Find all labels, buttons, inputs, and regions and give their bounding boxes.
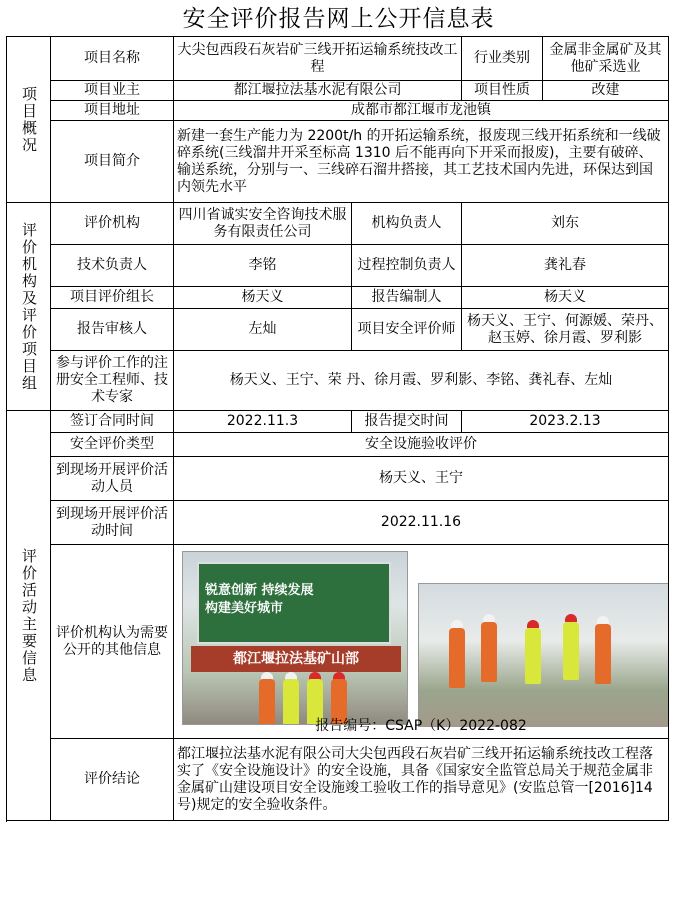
label-conclusion: 评价结论: [51, 739, 174, 821]
value-owner: 都江堰拉法基水泥有限公司: [174, 81, 462, 101]
label-summary: 项目简介: [51, 121, 174, 203]
label-project-name: 项目名称: [51, 37, 174, 81]
value-participants: 杨天义、王宁、荣 丹、徐月霞、罗利影、李铭、龚礼春、左灿: [174, 351, 669, 411]
label-eval-type: 安全评价类型: [51, 433, 174, 457]
value-eval-type: 安全设施验收评价: [174, 433, 669, 457]
label-industry: 行业类别: [462, 37, 543, 81]
photo-banner: 都江堰拉法基矿山部: [191, 646, 401, 672]
label-report-writer: 报告编制人: [352, 287, 462, 309]
label-submit-time: 报告提交时间: [352, 411, 462, 433]
report-number: 报告编号：CSAP（K）2022-082: [315, 717, 527, 734]
value-site-staff: 杨天义、王宁: [174, 457, 669, 501]
value-reviewer: 左灿: [174, 309, 352, 351]
value-address: 成都市都江堰市龙池镇: [174, 101, 669, 121]
section-activity: 评价活动主要信息: [7, 411, 51, 821]
section-overview: 项目概况: [7, 37, 51, 203]
other-info-cell: [174, 545, 669, 739]
value-agency: 四川省诚实安全咨询技术服务有限责任公司: [174, 203, 352, 245]
label-team-leader: 项目评价组长: [51, 287, 174, 309]
label-address: 项目地址: [51, 101, 174, 121]
value-conclusion: 都江堰拉法基水泥有限公司大尖包西段石灰岩矿三线开拓运输系统技改工程落实了《安全设施设计》的安全设施，具备《国家安全监管总局关于规范金属非金属矿山建设项目安全设施竣工验收工作的指导意见》(安监总管一[2016]14 号)规定的安全验收条件。: [174, 739, 669, 821]
label-participants: 参与评价工作的注册安全工程师、技术专家: [51, 351, 174, 411]
value-tech-head: 李铭: [174, 245, 352, 287]
value-project-name: 大尖包西段石灰岩矿三线开拓运输系统技改工程: [174, 37, 462, 81]
value-process-head: 龚礼春: [462, 245, 669, 287]
billboard: [197, 562, 391, 644]
label-safety-evaluators: 项目安全评价师: [352, 309, 462, 351]
value-industry: 金属非金属矿及其他矿采选业: [543, 37, 669, 81]
label-agency-head: 机构负责人: [352, 203, 462, 245]
label-nature: 项目性质: [462, 81, 543, 101]
label-agency: 评价机构: [51, 203, 174, 245]
info-table: [6, 36, 669, 821]
value-submit-time: 2023.2.13: [462, 411, 669, 433]
label-site-staff: 到现场开展评价活动人员: [51, 457, 174, 501]
section-agency: 评价机构及评价项目组: [7, 203, 51, 411]
label-site-time: 到现场开展评价活动时间: [51, 501, 174, 545]
value-team-leader: 杨天义: [174, 287, 352, 309]
label-contract-time: 签订合同时间: [51, 411, 174, 433]
value-safety-evaluators: 杨天义、王宁、何源媛、荣丹、赵玉婷、徐月霞、罗利影: [462, 309, 669, 351]
site-photo-2: [418, 583, 669, 727]
label-reviewer: 报告审核人: [51, 309, 174, 351]
label-owner: 项目业主: [51, 81, 174, 101]
value-contract-time: 2022.11.3: [174, 411, 352, 433]
value-agency-head: 刘东: [462, 203, 669, 245]
billboard-line2: 构建美好城市: [205, 600, 284, 616]
label-process-head: 过程控制负责人: [352, 245, 462, 287]
value-report-writer: 杨天义: [462, 287, 669, 309]
page-title: 安全评价报告网上公开信息表: [182, 6, 495, 32]
site-photo-1: [182, 551, 408, 725]
value-summary: 新建一套生产能力为 2200t/h 的开拓运输系统，报废现三线开拓系统和一线破碎系统(三线溜井开采至标高 1310 后不能再向下开采而报废)，主要有破碎、输送系统，分别与一、三线碎石溜井搭接，其工艺技术国内先进，环保达到国内领先水平: [174, 121, 669, 203]
value-nature: 改建: [543, 81, 669, 101]
billboard-line1: 锐意创新 持续发展: [205, 582, 314, 598]
label-tech-head: 技术负责人: [51, 245, 174, 287]
value-site-time: 2022.11.16: [174, 501, 669, 545]
site-photos: [174, 547, 668, 737]
label-other-info: 评价机构认为需要公开的其他信息: [51, 545, 174, 739]
